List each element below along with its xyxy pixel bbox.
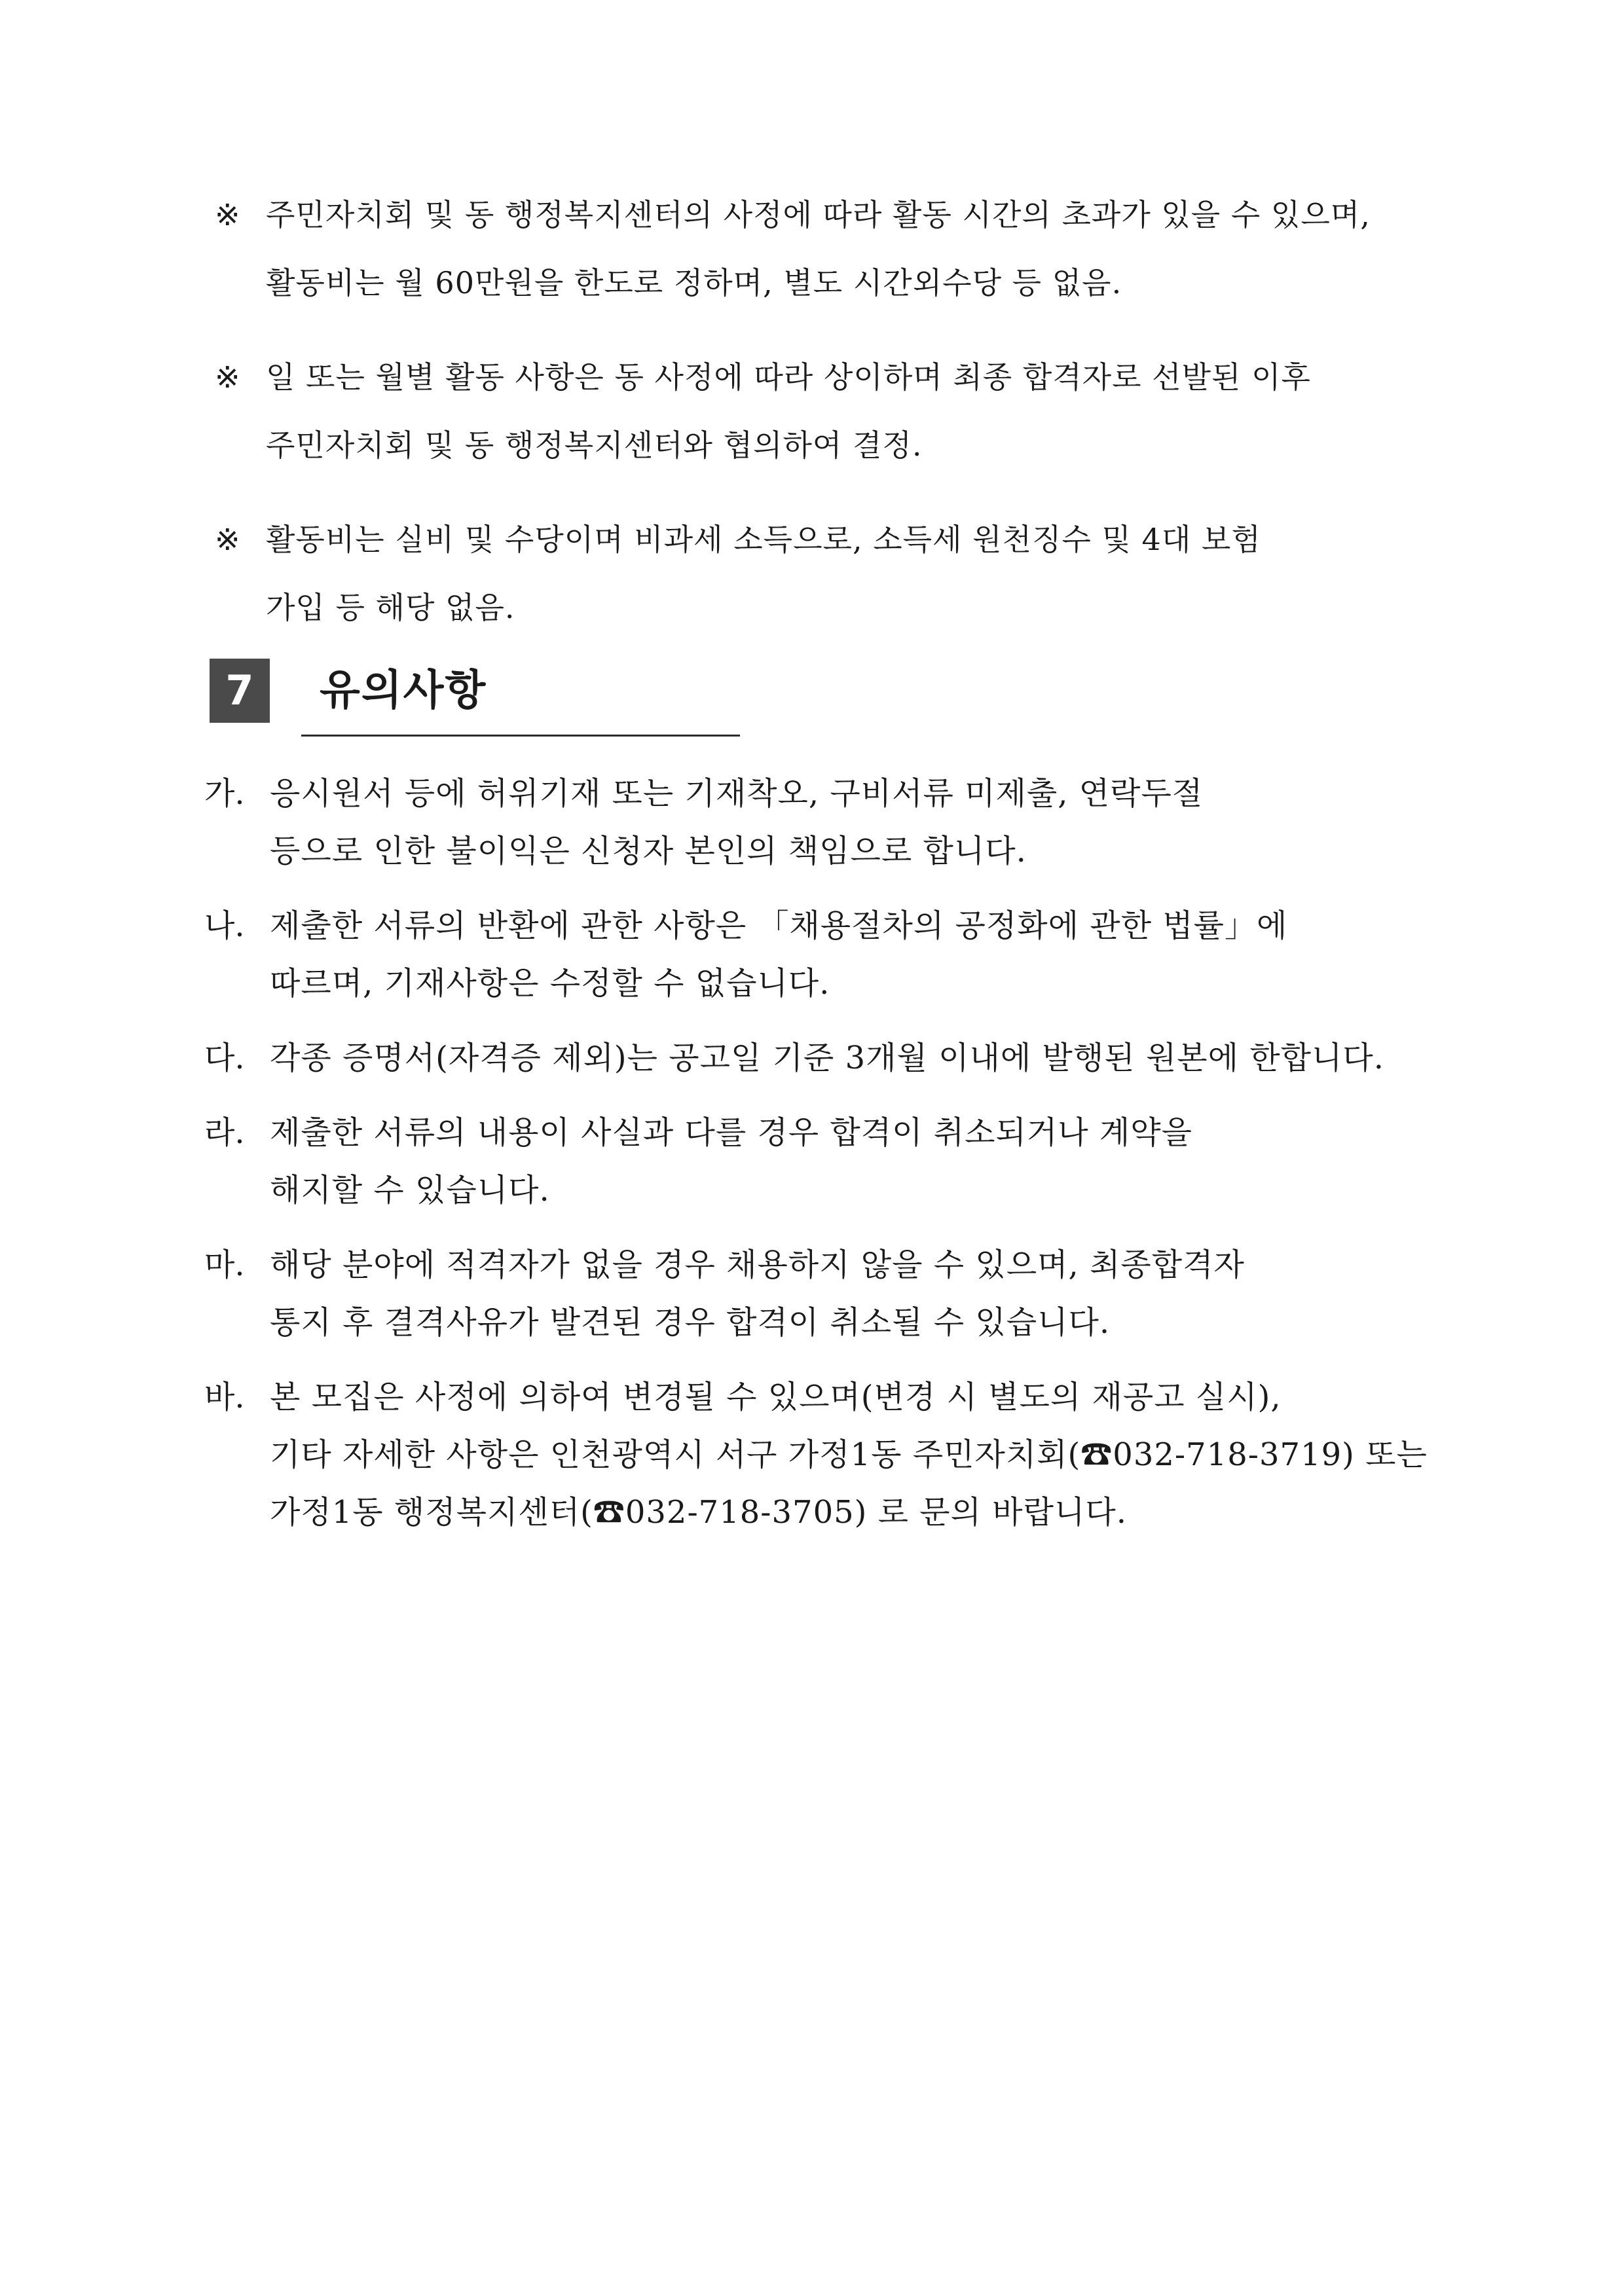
item-label: 바. [204, 1379, 245, 1415]
item-body [270, 1236, 1501, 1351]
note-line: 일 또는 월별 활동 사항은 동 사정에 따라 상이하며 최종 합격자로 선발된 이후 [266, 359, 1311, 395]
item-body [270, 1104, 1501, 1219]
list-item [204, 765, 1501, 880]
note-text [266, 181, 1498, 317]
note-line: 주민자치회 및 동 행정복지센터와 협의하여 결정. [266, 428, 923, 463]
reference-mark: ※ [215, 522, 240, 557]
note-item [215, 343, 1498, 479]
item-label: 라. [204, 1114, 245, 1151]
section-title-underline [301, 735, 740, 737]
item-line: 응시원서 등에 허위기재 또는 기재착오, 구비서류 미제출, 연락두절 [270, 775, 1204, 812]
item-label: 가. [204, 775, 245, 812]
notes-block [215, 181, 1498, 668]
list-item [204, 1368, 1501, 1541]
note-text [266, 343, 1498, 479]
item-body [270, 1029, 1501, 1087]
item-line: 제출한 서류의 반환에 관한 사항은 「채용절차의 공정화에 관한 법률」에 [270, 907, 1288, 944]
item-body [270, 765, 1501, 880]
note-line: 활동비는 월 60만원을 한도로 정하며, 별도 시간외수당 등 없음. [266, 265, 1122, 301]
note-line: 활동비는 실비 및 수당이며 비과세 소득으로, 소득세 원천징수 및 4대 보험 [266, 522, 1261, 557]
item-line: 기타 자세한 사항은 인천광역시 서구 가정1동 주민자치회(☎032-718-3719) 또는 [270, 1436, 1428, 1473]
item-line: 가정1동 행정복지센터(☎032-718-3705) 로 문의 바랍니다. [270, 1494, 1127, 1531]
item-label: 나. [204, 907, 245, 944]
reference-mark: ※ [215, 359, 240, 395]
list-item [204, 1236, 1501, 1351]
reference-mark: ※ [215, 197, 240, 232]
section-title: 유의사항 [320, 666, 487, 715]
item-line: 본 모집은 사정에 의하여 변경될 수 있으며(변경 시 별도의 재공고 실시), [270, 1379, 1282, 1415]
item-line: 등으로 인한 불이익은 신청자 본인의 책임으로 합니다. [270, 833, 1027, 869]
section-number-badge: 7 [210, 659, 270, 723]
item-line: 제출한 서류의 내용이 사실과 다를 경우 합격이 취소되거나 계약을 [270, 1114, 1193, 1151]
item-body [270, 1368, 1501, 1541]
precautions-list [204, 765, 1501, 1558]
note-text [266, 505, 1498, 642]
item-line: 통지 후 결격사유가 발견된 경우 합격이 취소될 수 있습니다. [270, 1304, 1111, 1341]
list-item [204, 897, 1501, 1012]
note-line: 가입 등 해당 없음. [266, 590, 515, 625]
item-body [270, 897, 1501, 1012]
note-line: 주민자치회 및 동 행정복지센터의 사정에 따라 활동 시간의 초과가 있을 수 있으며, [266, 197, 1371, 232]
note-item [215, 181, 1498, 317]
item-line: 해당 분야에 적격자가 없을 경우 채용하지 않을 수 있으며, 최종합격자 [270, 1247, 1245, 1283]
list-item [204, 1104, 1501, 1219]
note-item [215, 505, 1498, 642]
section-header [210, 659, 602, 744]
list-item [204, 1029, 1501, 1087]
item-label: 마. [204, 1247, 245, 1283]
item-line: 각종 증명서(자격증 제외)는 공고일 기준 3개월 이내에 발행된 원본에 한합니다. [270, 1040, 1384, 1076]
item-line: 해지할 수 있습니다. [270, 1172, 550, 1209]
item-line: 따르며, 기재사항은 수정할 수 없습니다. [270, 965, 830, 1002]
item-label: 다. [204, 1040, 245, 1076]
